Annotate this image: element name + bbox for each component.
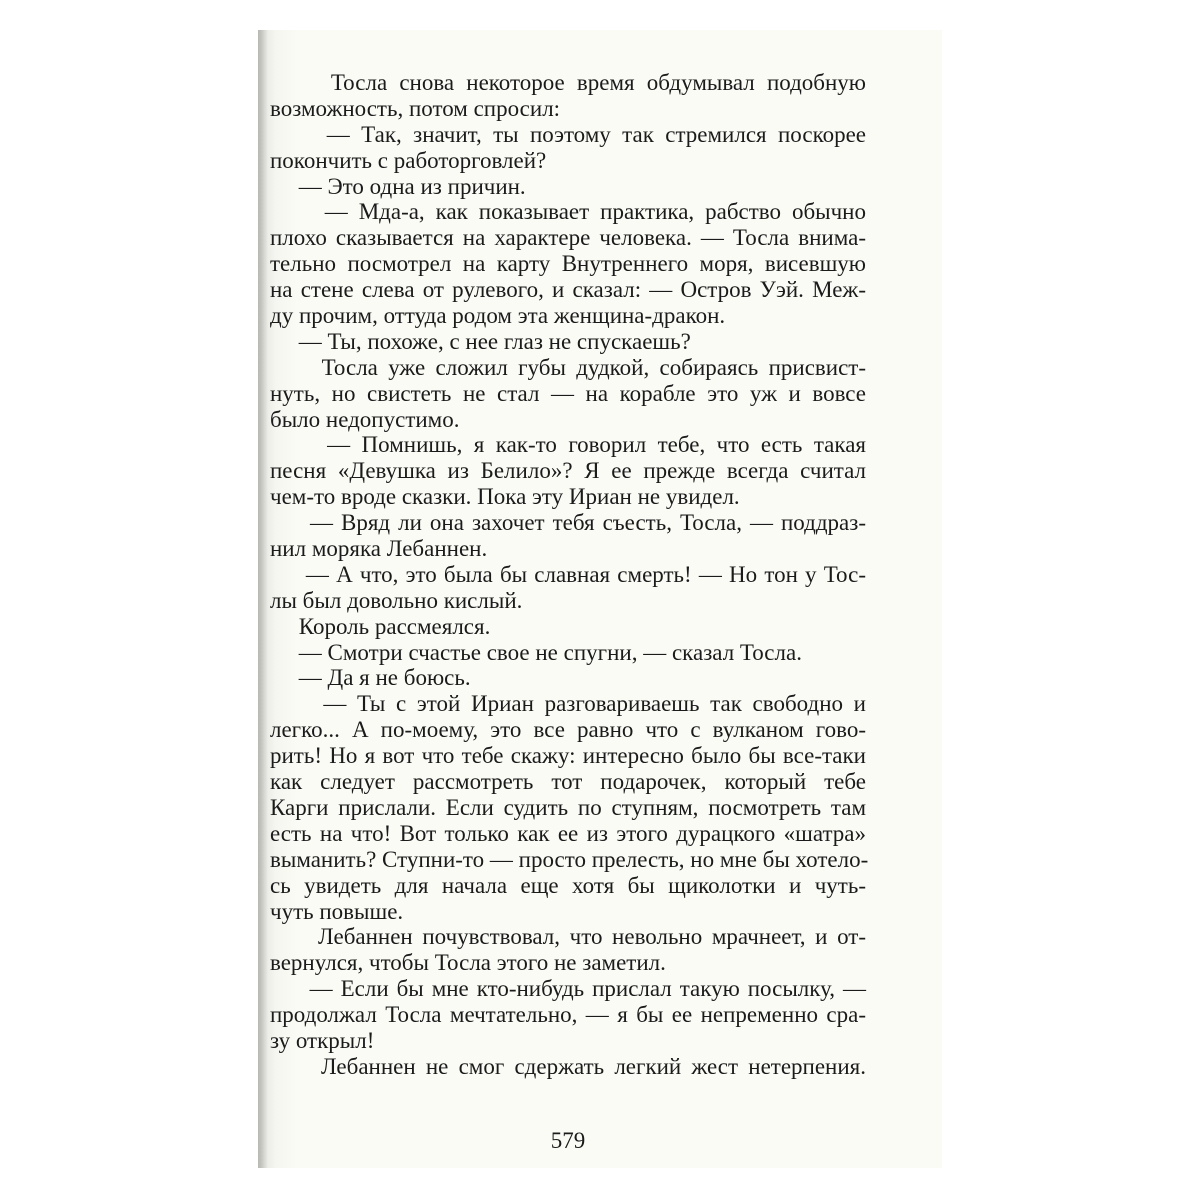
book-page (258, 30, 942, 1168)
text-line: как следует рассмотреть тот подарочек, который тебе (270, 769, 866, 795)
text-line: — Помнишь, я как-то говорил тебе, что есть такая (270, 432, 866, 458)
text-line: на стене слева от рулевого, и сказал: — Остров Уэй. Меж- (270, 277, 866, 303)
text-line: — Если бы мне кто-нибудь прислал такую посылку, — (270, 976, 866, 1002)
text-line: — Ты, похоже, с нее глаз не спускаешь? (270, 328, 691, 354)
text-line: Король рассмеялся. (270, 613, 491, 639)
text-line: легко... А по-моему, это все равно что с вулканом гово- (270, 717, 866, 743)
text-line: продолжал Тосла мечтательно, — я бы ее непременно сра- (270, 1002, 866, 1028)
text-line: песня «Девушка из Белило»? Я ее прежде всегда считал (270, 458, 866, 484)
text-line: чем-то вроде сказки. Пока эту Ириан не увидел. (270, 484, 740, 510)
text-line: Тосла уже сложил губы дудкой, собираясь присвист- (270, 354, 866, 380)
text-line: — Мда-а, как показывает практика, рабство обычно (270, 199, 866, 225)
text-line: вернулся, чтобы Тосла этого не заметил. (270, 950, 666, 976)
text-line: ду прочим, оттуда родом эта женщина-дракон. (270, 303, 726, 329)
text-line: было недопустимо. (270, 406, 460, 432)
page-number: 579 (550, 1128, 586, 1153)
text-line: — Да я не боюсь. (270, 665, 471, 691)
text-line: рить! Но я вот что тебе скажу: интересно было бы все-таки (270, 743, 866, 769)
text-line: — Смотри счастье свое не спугни, — сказал Тосла. (270, 639, 802, 665)
text-line: — Ты с этой Ириан разговариваешь так свободно и (270, 691, 866, 717)
text-line: Лебаннен почувствовал, что невольно мрачнеет, и от- (270, 924, 866, 950)
text-line: Лебаннен не смог сдержать легкий жест нетерпения. (270, 1053, 866, 1079)
text-line: нуть, но свистеть не стал — на корабле это уж и вовсе (270, 380, 866, 406)
text-line: нил моряка Лебаннен. (270, 536, 488, 562)
text-line: Карги прислали. Если судить по ступням, посмотреть там (270, 794, 866, 820)
text-line: чуть повыше. (270, 898, 404, 924)
text-line: есть на что! Вот только как ее из этого дурацкого «шатра» (270, 820, 866, 846)
page-text (270, 70, 869, 1080)
text-line: возможность, потом спросил: (270, 95, 561, 121)
text-line: тельно посмотрел на карту Внутреннего моря, висевшую (270, 251, 866, 277)
text-line: — А что, это была бы славная смерть! — Но тон у Тос- (270, 561, 866, 587)
text-line: — Вряд ли она захочет тебя съесть, Тосла, — поддраз- (270, 510, 866, 536)
text-line: Тосла снова некоторое время обдумывал подобную (270, 70, 866, 95)
text-line: — Так, значит, ты поэтому так стремился поскорее (270, 121, 866, 147)
text-line: плохо сказывается на характере человека. — Тосла внима- (270, 225, 866, 251)
text-line: — Это одна из причин. (270, 173, 526, 199)
text-line: зу открыл! (270, 1027, 375, 1053)
text-line: сь увидеть для начала еще хотя бы щиколотки и чуть- (270, 872, 866, 898)
text-line: лы был довольно кислый. (270, 587, 523, 613)
text-line: покончить с работорговлей? (270, 147, 547, 173)
text-line: выманить? Ступни-то — просто прелесть, но мне бы хотело- (270, 846, 869, 872)
